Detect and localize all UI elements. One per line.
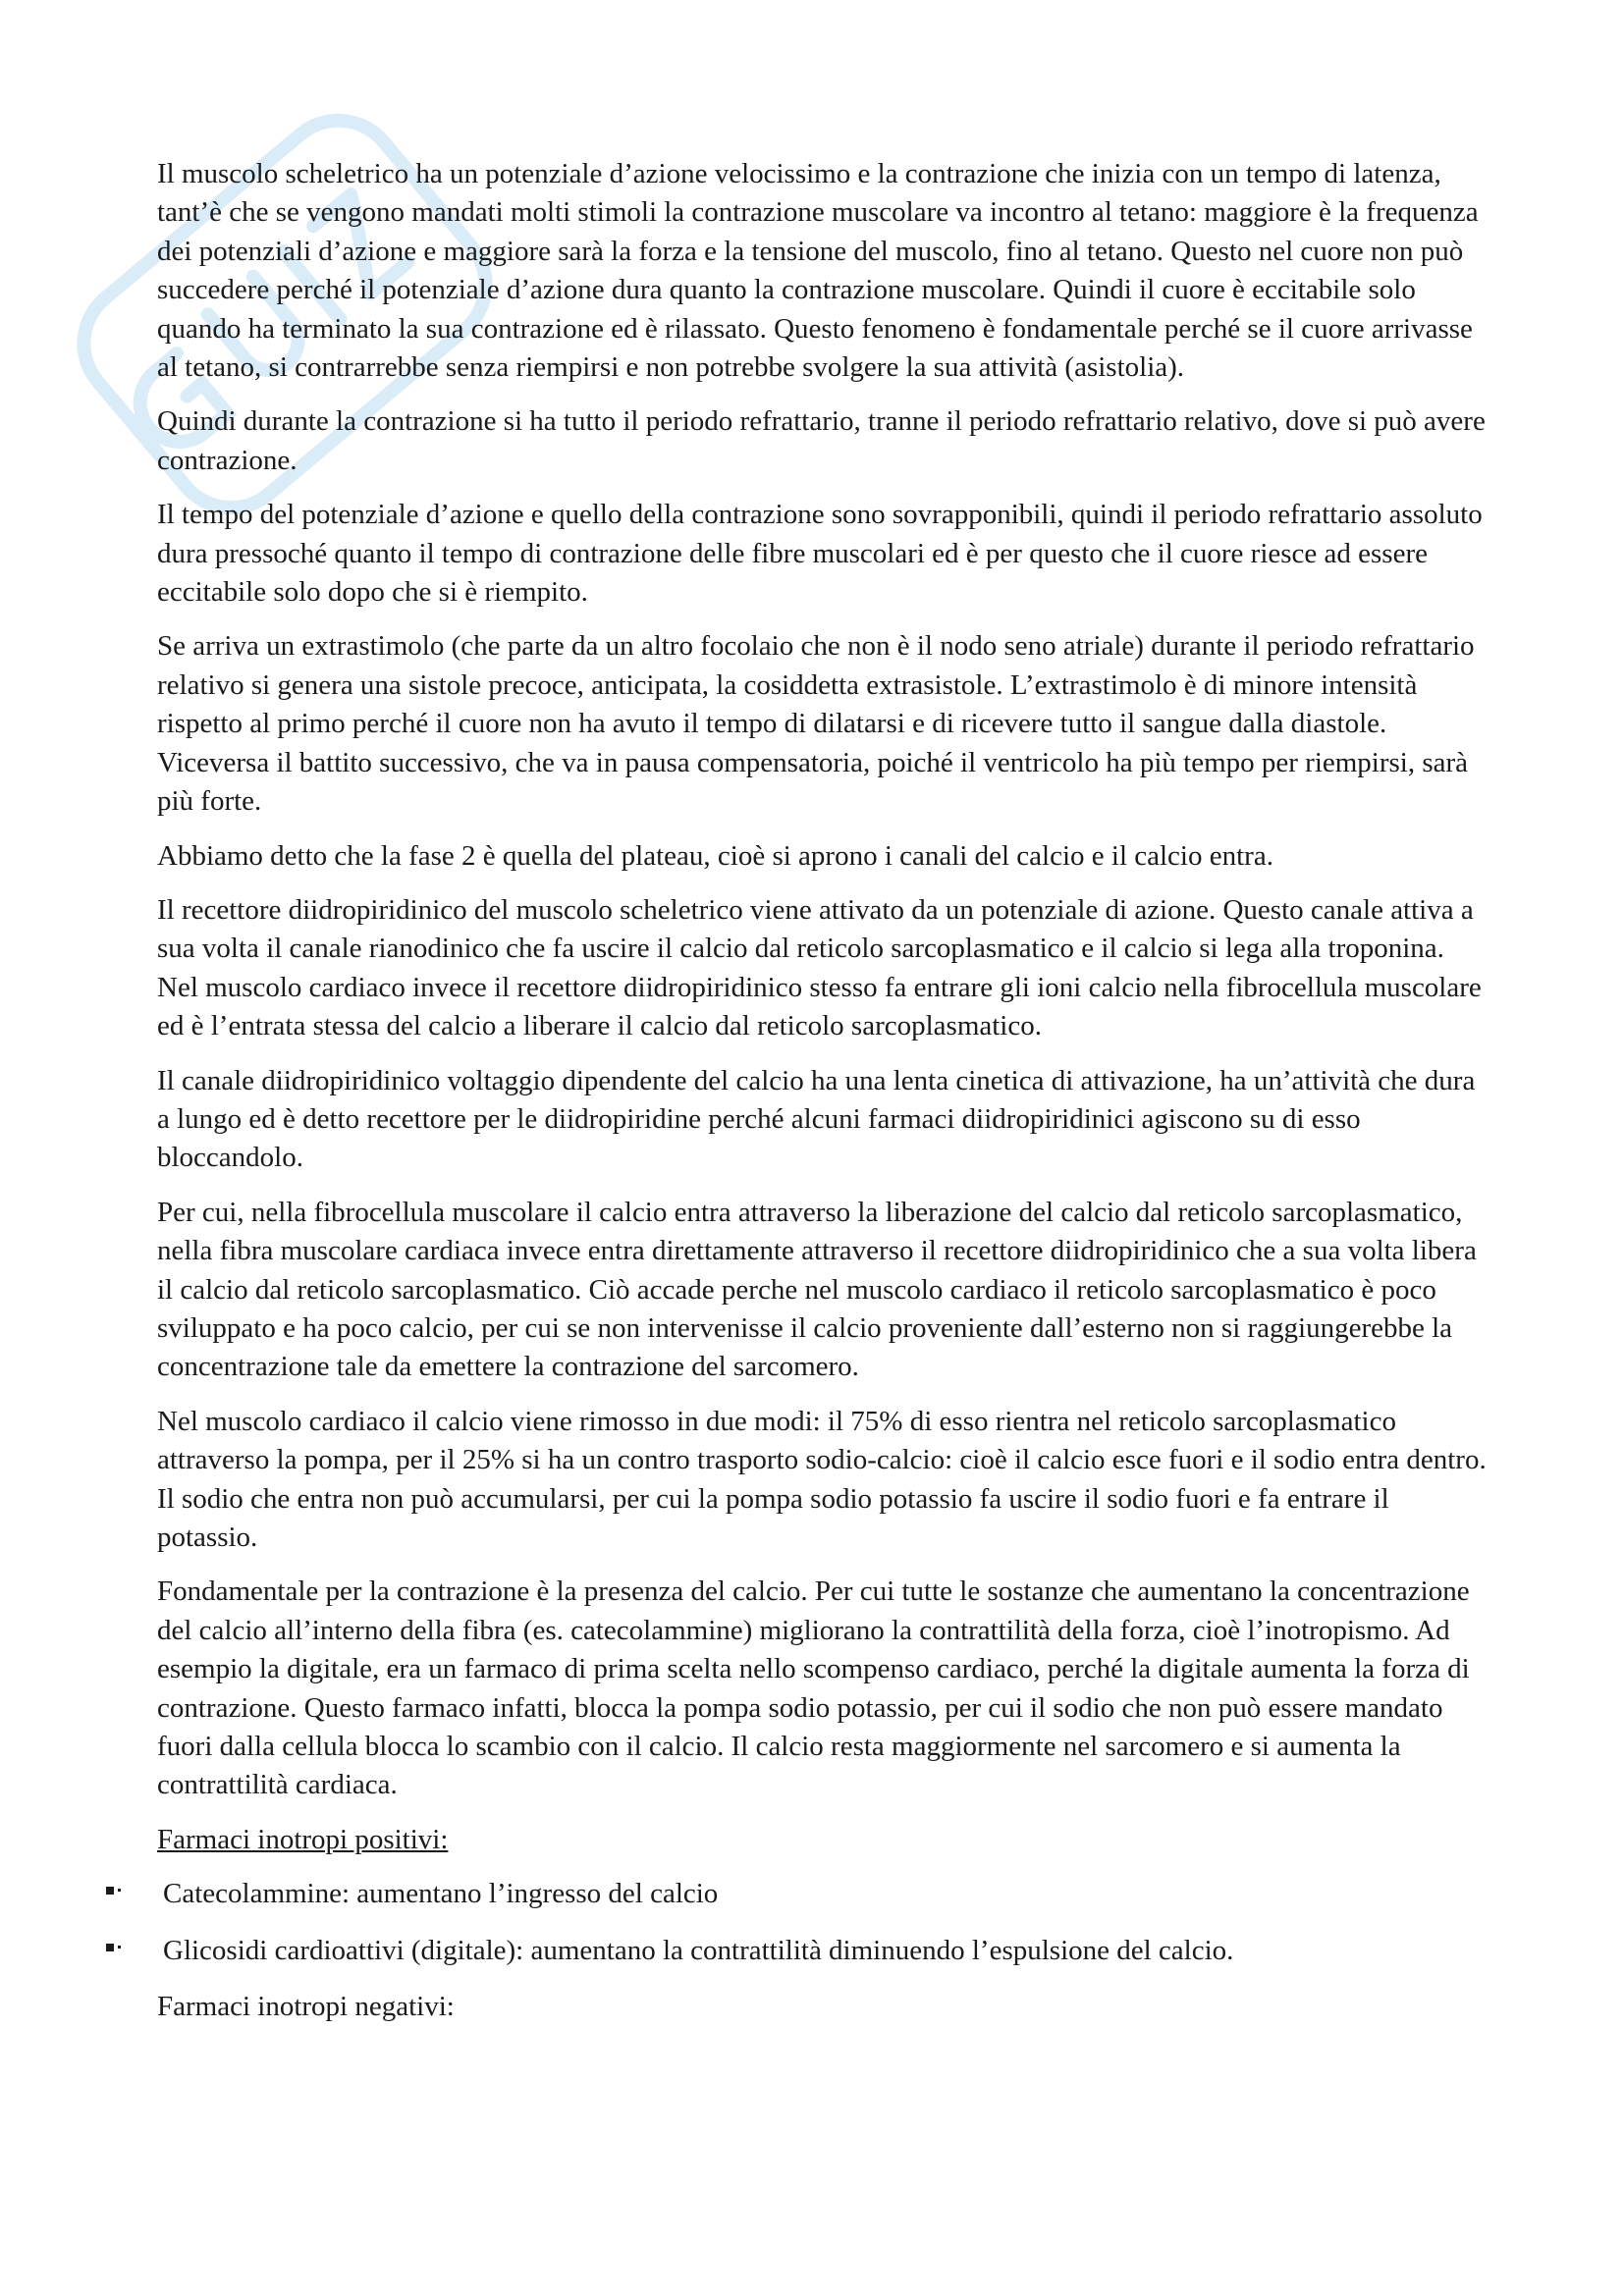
negative-inotropes-heading: Farmaci inotropi negativi:: [157, 1991, 455, 2023]
positive-inotropes-heading: Farmaci inotropi positivi:: [157, 1823, 449, 1855]
list-item: [157, 1875, 1492, 1913]
list-item-text: Glicosidi cardioattivi (digitale): aumentano la contrattilità diminuendo l’espulsione del calcio.: [163, 1934, 1234, 1966]
paragraph-8: Per cui, nella fibrocellula muscolare il calcio entra attraverso la liberazione del calcio dal reticolo sarcoplasmatico, nella fibra muscolare cardiaca invece entra direttamente attraverso il recettore diidropiridinico che a sua volta libera il calcio dal reticolo sarcoplasmatico. Ciò accade perche nel muscolo cardiaco il reticolo sarcoplasmatico è poco sviluppato e ha poco calcio, per cui se non intervenisse il calcio proveniente dall’esterno non si raggiungerebbe la concentrazione tale da emettere la contrazione del sarcomero.: [157, 1196, 1477, 1383]
paragraph-3: Il tempo del potenziale d’azione e quello della contrazione sono sovrapponibili, quindi il periodo refrattario assoluto dura pressoché quanto il tempo di contrazione delle fibre muscolari ed è per questo che il cuore riesce ad essere eccitabile solo dopo che si è riempito.: [157, 499, 1483, 609]
paragraph-7: Il canale diidropiridinico voltaggio dipendente del calcio ha una lenta cinetica di attivazione, ha un’attività che dura a lungo ed è detto recettore per le diidropiridine perché alcuni farmaci diidropiridinici agiscono su di esso bloccandolo.: [157, 1064, 1476, 1174]
paragraph-5: Abbiamo detto che la fase 2 è quella del plateau, cioè si aprono i canali del calcio e il calcio entra.: [157, 839, 1273, 872]
document-body: [157, 155, 1492, 2026]
paragraph-10: Fondamentale per la contrazione è la presenza del calcio. Per cui tutte le sostanze che aumentano la concentrazione del calcio all’interno della fibra (es. catecolammine) migliorano la contrattilità della forza, cioè l’inotropismo. Ad esempio la digitale, era un farmaco di prima scelta nello scompenso cardiaco, perché la digitale aumenta la forza di contrazione. Questo farmaco infatti, blocca la pompa sodio potassio, per cui il sodio che non può essere mandato fuori dalla cellula blocca lo scambio con il calcio. Il calcio resta maggiormente nel sarcomero e si aumenta la contrattilità cardiaca.: [157, 1575, 1470, 1801]
positive-inotropes-list: [157, 1875, 1492, 1970]
square-bullet-icon: [106, 1944, 122, 1955]
paragraph-9: Nel muscolo cardiaco il calcio viene rimosso in due modi: il 75% di esso rientra nel reticolo sarcoplasmatico attraverso la pompa, per il 25% si ha un contro trasporto sodio-calcio: cioè il calcio esce fuori e il sodio entra dentro. Il sodio che entra non può accumularsi, per cui la pompa sodio potassio fa uscire il sodio fuori e fa entrare il potassio.: [157, 1405, 1487, 1553]
list-item-text: Catecolammine: aumentano l’ingresso del calcio: [163, 1878, 719, 1910]
paragraph-1: Il muscolo scheletrico ha un potenziale d’azione velocissimo e la contrazione che inizia con un tempo di latenza, tant’è che se vengono mandati molti stimoli la contrazione muscolare va incontro al tetano: maggiore è la frequenza dei potenziali d’azione e maggiore sarà la forza e la tensione del muscolo, fino al tetano. Questo nel cuore non può succedere perché il potenziale d’azione dura quanto la contrazione muscolare. Quindi il cuore è eccitabile solo quando ha terminato la sua contrazione ed è rilassato. Questo fenomeno è fondamentale perché se il cuore arrivasse al tetano, si contrarrebbe senza riempirsi e non potrebbe svolgere la sua attività (asistolia).: [157, 158, 1479, 384]
paragraph-4: Se arriva un extrastimolo (che parte da un altro focolaio che non è il nodo seno atriale) durante il periodo refrattario relativo si genera una sistole precoce, anticipata, la cosiddetta extrasistole. L’extrastimolo è di minore intensità rispetto al primo perché il cuore non ha avuto il tempo di dilatarsi e di ricevere tutto il sangue dalla diastole. Viceversa il battito successivo, che va in pausa compensatoria, poiché il ventricolo ha più tempo per riempirsi, sarà più forte.: [157, 630, 1475, 818]
square-bullet-icon: [106, 1887, 122, 1898]
paragraph-6: Il recettore diidropiridinico del muscolo scheletrico viene attivato da un potenziale di azione. Questo canale attiva a sua volta il canale rianodinico che fa uscire il calcio dal reticolo sarcoplasmatico e il calcio si lega alla troponina. Nel muscolo cardiaco invece il recettore diidropiridinico stesso fa entrare gli ioni calcio nella fibrocellula muscolare ed è l’entrata stessa del calcio a liberare il calcio dal reticolo sarcoplasmatico.: [157, 893, 1482, 1042]
paragraph-2: Quindi durante la contrazione si ha tutto il periodo refrattario, tranne il periodo refrattario relativo, dove si può avere contrazione.: [157, 405, 1486, 476]
list-item: [157, 1932, 1492, 1970]
